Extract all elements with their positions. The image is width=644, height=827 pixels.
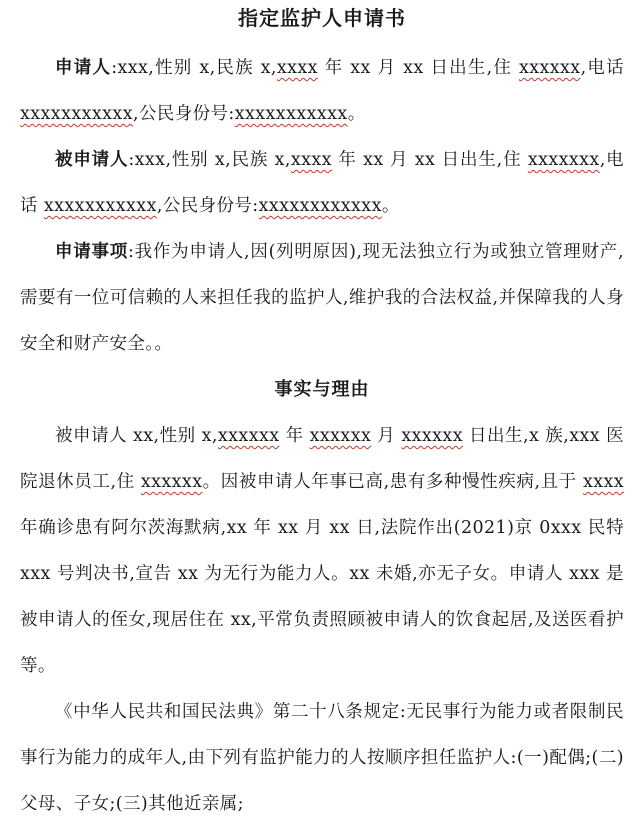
facts-birth-year: xxxxxx	[217, 426, 280, 446]
applicant-text-1: :xxx,性别 x,民族 x,	[111, 58, 277, 78]
respondent-id-number: xxxxxxxxxxxx	[258, 196, 382, 216]
applicant-text-3: ,电话	[580, 58, 624, 78]
respondent-phone: xxxxxxxxxxx	[43, 196, 157, 216]
document-title: 指定监护人申请书	[238, 6, 406, 30]
respondent-text-3: ,电话	[20, 150, 624, 216]
applicant-text-4: ,公民身份号:	[132, 104, 235, 124]
applicant-label: 申请人	[55, 58, 112, 78]
facts-text-2: 年	[279, 426, 310, 446]
applicant-id-number: xxxxxxxxxxx	[234, 104, 348, 124]
applicant-phone: xxxxxxxxxxx	[20, 104, 133, 124]
facts-text-3: 月	[371, 426, 402, 446]
law-text: 《中华人民共和国民法典》第二十八条规定:无民事行为能力或者限制民事行为能力的成年人,由下列有监护能力的人按顺序担任监护人:(一)配偶;(二)父母、子女;(三)其他近亲属;	[20, 702, 624, 814]
respondent-text-4: ,公民身份号:	[156, 196, 259, 216]
respondent-text-1: :xxx,性别 x,民族 x,	[128, 150, 291, 170]
request-text: :我作为申请人,因(列明原因),现无法独立行为或独立管理财产,需要有一位可信赖的人来担任我的监护人,维护我的合法权益,并保障我的人身安全和财产安全。。	[20, 242, 624, 354]
request-paragraph	[0, 229, 644, 367]
facts-text-5: 。因被申请人年事已高,患有多种慢性疾病,且于	[202, 472, 583, 492]
request-label: 申请事项	[55, 242, 128, 262]
respondent-birth-year: xxxx	[290, 150, 332, 170]
facts-address: xxxxxx	[140, 472, 203, 492]
facts-text-1: 被申请人 xx,性别 x,	[55, 426, 218, 446]
respondent-paragraph	[0, 137, 644, 229]
applicant-paragraph	[0, 45, 644, 137]
applicant-birth-year: xxxx	[276, 58, 318, 78]
facts-birth-month: xxxxxx	[309, 426, 372, 446]
respondent-text-5: 。	[381, 196, 400, 216]
facts-text-6: 年确诊患有阿尔茨海默病,xx 年 xx 月 xx 日,法院作出(2021)京 0xxx 民特 xxx 号判决书,宣告 xx 为无行为能力人。xx 未婚,亦无子女。申请人 xxx 是被申请人的侄女,现居住在 xx,平常负责照顾被申请人的饮食起居,及送医看护等。	[20, 518, 624, 676]
respondent-label: 被申请人	[55, 150, 129, 170]
facts-paragraph	[0, 413, 644, 689]
applicant-text-5: 。	[347, 104, 366, 124]
respondent-text-2: 年 xx 月 xx 日出生,住	[331, 150, 528, 170]
law-paragraph	[0, 689, 644, 827]
respondent-address: xxxxxxx	[527, 150, 600, 170]
facts-text-4: 日出生,x 族,xxx 医院退休员工,住	[20, 426, 625, 492]
applicant-address: xxxxxx	[518, 58, 581, 78]
facts-diagnosis-year: xxxx	[582, 472, 625, 492]
applicant-text-2: 年 xx 月 xx 日出生,住	[317, 58, 519, 78]
facts-birth-day: xxxxxx	[401, 426, 463, 446]
facts-title: 事实与理由	[274, 379, 370, 400]
